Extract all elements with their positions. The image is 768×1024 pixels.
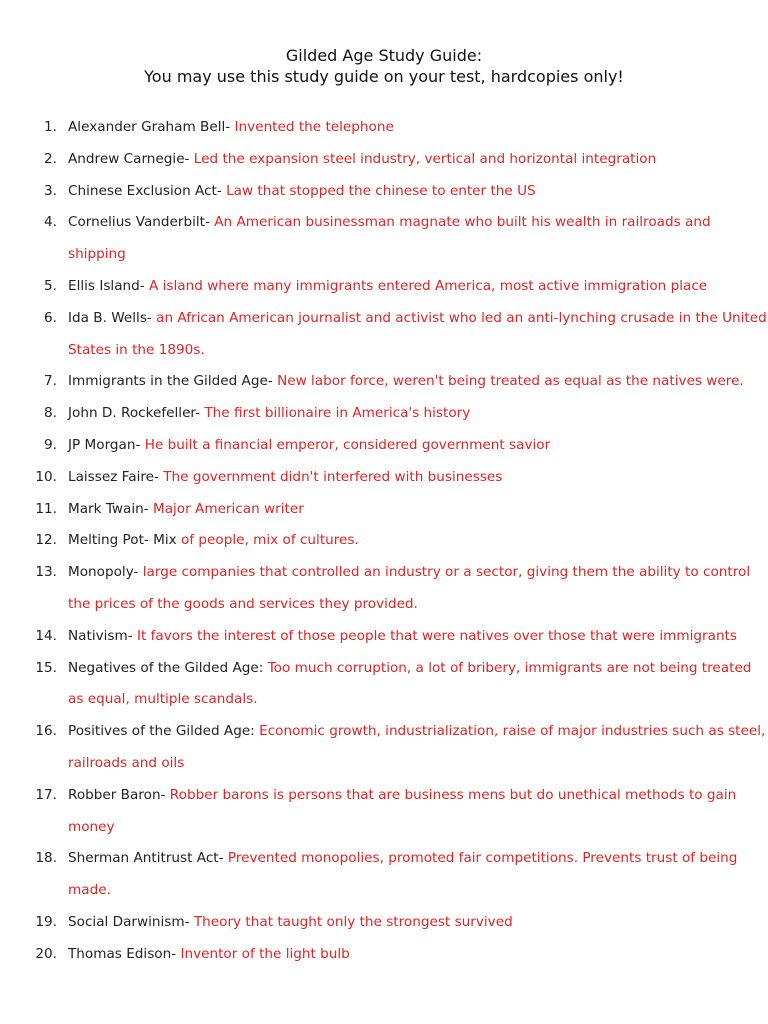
item-number: 13. xyxy=(35,564,57,581)
item-number: 7. xyxy=(44,373,57,390)
item-number: 9. xyxy=(44,436,57,453)
item-number: 20. xyxy=(35,945,57,962)
list-item xyxy=(0,907,768,939)
item-definition: Theory that taught only the strongest survived xyxy=(193,913,513,930)
item-definition: The first billionaire in America's history xyxy=(204,405,471,422)
item-definition: Robber barons is persons that are business mens but do unethical methods to gain money xyxy=(68,786,737,835)
list-item xyxy=(0,207,768,271)
item-definition: The government didn't interfered with businesses xyxy=(163,468,503,485)
item-definition: An American businessman magnate who built his wealth in railroads and shipping xyxy=(68,214,711,263)
item-definition: Too much corruption, a lot of bribery, immigrants are not being treated as equal, multiple scandals. xyxy=(68,659,752,708)
document-header xyxy=(0,45,768,87)
item-number: 6. xyxy=(44,309,57,326)
list-item xyxy=(0,112,768,144)
item-term: Negatives of the Gilded Age: xyxy=(68,659,268,676)
study-guide-list xyxy=(0,112,768,971)
item-definition: large companies that controlled an industry or a sector, giving them the ability to control the prices of the goods and services they provided. xyxy=(68,564,751,612)
item-term: Melting Pot- Mix xyxy=(68,532,181,549)
item-definition: Invented the telephone xyxy=(234,119,394,135)
list-item xyxy=(0,525,768,557)
list-item xyxy=(0,366,768,398)
list-item xyxy=(0,144,768,176)
item-number: 12. xyxy=(35,532,57,549)
item-definition: A island where many immigrants entered America, most active immigration place xyxy=(149,277,708,294)
page-title: Gilded Age Study Guide: xyxy=(285,46,483,65)
item-term: Sherman Antitrust Act- xyxy=(68,850,228,867)
item-number: 18. xyxy=(35,850,57,867)
item-number: 5. xyxy=(44,277,57,294)
item-definition: Major American writer xyxy=(152,500,304,517)
item-term: JP Morgan- xyxy=(68,436,145,453)
item-term: Robber Baron- xyxy=(68,786,170,803)
item-term: Chinese Exclusion Act- xyxy=(68,182,227,199)
list-item xyxy=(0,843,768,907)
item-definition: New labor force, weren't being treated as equal as the natives were. xyxy=(277,373,744,390)
item-definition: Led the expansion steel industry, vertical and horizontal integration xyxy=(193,150,657,167)
list-item xyxy=(0,176,768,208)
item-number: 10. xyxy=(35,468,57,485)
item-number: 8. xyxy=(44,405,57,422)
item-term: Thomas Edison- xyxy=(68,945,181,962)
item-number: 3. xyxy=(44,182,57,199)
page-subtitle: You may use this study guide on your test, hardcopies only! xyxy=(144,67,624,86)
list-item xyxy=(0,716,768,780)
item-term: Nativism- xyxy=(68,627,137,644)
list-item xyxy=(0,303,768,367)
item-number: 2. xyxy=(44,150,57,167)
item-term: Andrew Carnegie- xyxy=(68,150,194,167)
item-number: 19. xyxy=(35,913,57,930)
list-item xyxy=(0,653,768,717)
list-item xyxy=(0,430,768,462)
list-item xyxy=(0,398,768,430)
item-definition: of people, mix of cultures. xyxy=(181,532,359,549)
list-item xyxy=(0,621,768,653)
item-term: Monopoly- xyxy=(68,564,143,581)
item-number: 16. xyxy=(35,723,57,740)
item-term: Immigrants in the Gilded Age- xyxy=(68,373,278,390)
item-definition: It favors the interest of those people that were natives over those that were immigrants xyxy=(136,627,737,644)
item-definition: He built a financial emperor, considered government savior xyxy=(144,436,551,453)
item-number: 4. xyxy=(44,214,57,231)
list-item xyxy=(0,494,768,526)
item-term: Laissez Faire- xyxy=(68,468,164,485)
item-number: 17. xyxy=(35,786,57,803)
item-term: Alexander Graham Bell- xyxy=(68,119,235,135)
item-term: Positives of the Gilded Age: xyxy=(68,723,260,740)
item-number: 14. xyxy=(35,627,57,644)
list-item xyxy=(0,939,768,971)
list-item xyxy=(0,780,768,844)
item-number: 15. xyxy=(35,659,57,676)
item-definition: Prevented monopolies, promoted fair competitions. Prevents trust of being made. xyxy=(68,850,738,899)
item-term: Mark Twain- xyxy=(68,500,153,517)
list-item xyxy=(0,557,768,621)
list-item xyxy=(0,462,768,494)
item-term: Ellis Island- xyxy=(68,277,149,294)
item-definition: Inventor of the light bulb xyxy=(180,945,350,962)
item-definition: Law that stopped the chinese to enter the US xyxy=(226,182,536,199)
item-definition: an African American journalist and activist who led an anti-lynching crusade in the United States in the 1890s. xyxy=(68,309,767,358)
item-definition: Economic growth, industrialization, raise of major industries such as steel, railroads and oils xyxy=(68,723,766,771)
item-term: Social Darwinism- xyxy=(68,913,194,930)
item-number: 1. xyxy=(44,119,57,135)
list-item xyxy=(0,271,768,303)
item-number: 11. xyxy=(35,500,57,517)
item-term: Cornelius Vanderbilt- xyxy=(68,214,215,231)
item-term: Ida B. Wells- xyxy=(68,309,157,326)
item-term: John D. Rockefeller- xyxy=(68,405,205,422)
